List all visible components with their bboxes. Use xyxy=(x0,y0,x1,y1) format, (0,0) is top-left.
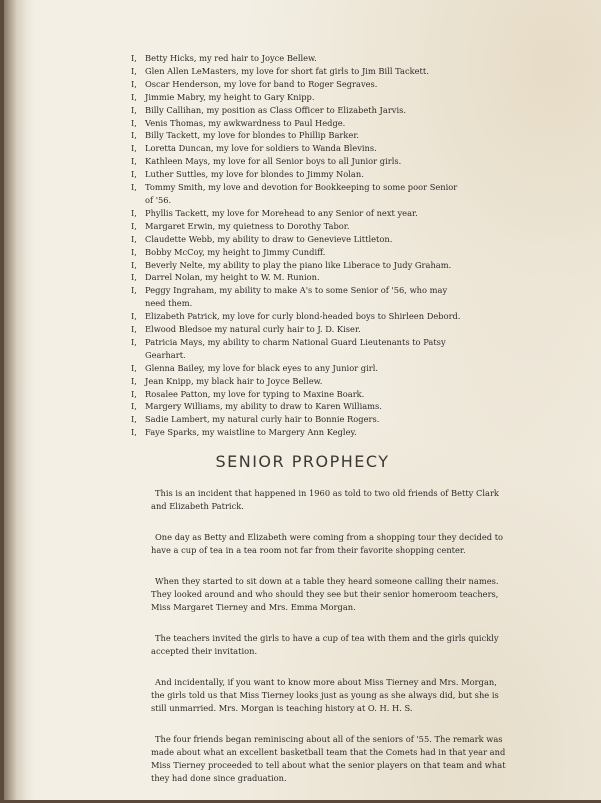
bequest-item xyxy=(131,310,571,323)
bequest-mark: I, xyxy=(131,130,137,141)
section-title: SENIOR PROPHECY xyxy=(215,452,390,471)
bequest-line: Billy Tackett, my love for blondes to Phillip Barker. xyxy=(145,130,360,141)
bequest-item xyxy=(131,52,571,65)
bequest-mark: I, xyxy=(131,336,137,347)
bequest-mark: I, xyxy=(131,91,137,102)
bequest-item xyxy=(131,426,571,439)
bequest-mark: I, xyxy=(131,272,137,283)
bequest-mark: I, xyxy=(131,143,137,154)
bequest-line: Phyllis Tackett, my love for Morehead to any Senior of next year. xyxy=(145,207,418,218)
bequest-line: Jean Knipp, my black hair to Joyce Bellew. xyxy=(145,375,323,386)
bequest-mark: I, xyxy=(131,324,137,335)
bequest-mark: I, xyxy=(131,117,137,128)
bequest-line: Elwood Bledsoe my natural curly hair to J. D. Kiser. xyxy=(145,324,361,335)
bequest-mark: I, xyxy=(131,233,137,244)
bequest-mark: I, xyxy=(131,65,137,76)
bequest-item xyxy=(131,220,571,233)
bequest-line: Glenna Bailey, my love for black eyes to any Junior girl. xyxy=(145,362,379,373)
bequest-item xyxy=(131,129,571,142)
prophecy-paragraph: This is an incident that happened in 1960 as told to two old friends of Betty Clark and Elizabeth Patrick. xyxy=(151,488,499,511)
bequest-line: Elizabeth Patrick, my love for curly blond-headed boys to Shirleen Debord. xyxy=(145,311,461,322)
bequest-mark: I, xyxy=(131,388,137,399)
bequest-line: of '56. xyxy=(145,194,172,205)
prophecy-paragraph: When they started to sit down at a table they heard someone calling their names. They looked around and who should they see but their senior homeroom teachers, Miss Margaret Tierney and Mrs. Emma Morgan. xyxy=(151,576,499,612)
bequest-item xyxy=(131,104,571,117)
bequest-line: Oscar Henderson, my love for band to Roger Segraves. xyxy=(145,78,378,89)
bequest-line: Darrel Nolan, my height to W. M. Runion. xyxy=(145,272,320,283)
bequest-line: Glen Allen LeMasters, my love for short fat girls to Jim Bill Tackett. xyxy=(145,65,429,76)
bequest-mark: I, xyxy=(131,78,137,89)
bequest-line: Margery Williams, my ability to draw to Karen Williams. xyxy=(145,401,382,412)
bequest-line: Patricia Mays, my ability to charm National Guard Lieutenants to Patsy xyxy=(145,336,446,347)
bequest-line: Faye Sparks, my waistline to Margery Ann Kegley. xyxy=(145,427,357,438)
bequest-mark: I, xyxy=(131,414,137,425)
bequest-mark: I, xyxy=(131,156,137,167)
bequest-line: Luther Suttles, my love for blondes to Jimmy Nolan. xyxy=(145,169,364,180)
bequest-mark: I, xyxy=(131,169,137,180)
bequest-item xyxy=(131,375,571,388)
bequest-item xyxy=(131,400,571,413)
bequest-item xyxy=(131,91,571,104)
bequest-mark: I, xyxy=(131,375,137,386)
bequest-item xyxy=(131,168,571,181)
bequest-item xyxy=(131,142,571,155)
bequest-mark: I, xyxy=(131,285,137,296)
bequest-list xyxy=(131,52,571,439)
bequest-mark: I, xyxy=(131,182,137,193)
bequest-item xyxy=(131,388,571,401)
bequest-mark: I, xyxy=(131,246,137,257)
bequest-item xyxy=(131,65,571,78)
bequest-item xyxy=(131,259,571,272)
bequest-line: Peggy Ingraham, my ability to make A's to some Senior of '56, who may xyxy=(145,285,448,296)
prophecy-paragraph: One day as Betty and Elizabeth were coming from a shopping tour they decided to have a cup of tea in a tea room not far from their favorite shopping center. xyxy=(151,532,504,555)
bequest-line: Sadie Lambert, my natural curly hair to Bonnie Rogers. xyxy=(145,414,380,425)
bequest-item xyxy=(131,336,571,362)
bequest-line: Bobby McCoy, my height to Jimmy Cundiff. xyxy=(145,246,326,257)
bequest-line: Kathleen Mays, my love for all Senior boys to all Junior girls. xyxy=(145,156,402,167)
prophecy-paragraph: The teachers invited the girls to have a cup of tea with them and the girls quickly accepted their invitation. xyxy=(151,633,499,656)
bequest-line: Margaret Erwin, my quietness to Dorothy Tabor. xyxy=(145,220,350,231)
bequest-item xyxy=(131,233,571,246)
bequest-mark: I, xyxy=(131,362,137,373)
bequest-line: Venis Thomas, my awkwardness to Paul Hedge. xyxy=(145,117,346,128)
bequest-line: Beverly Nelte, my ability to play the piano like Liberace to Judy Graham. xyxy=(145,259,452,270)
bequest-line: Jimmie Mabry, my height to Gary Knipp. xyxy=(145,91,315,102)
bequest-mark: I, xyxy=(131,104,137,115)
bequest-line: Betty Hicks, my red hair to Joyce Bellew. xyxy=(145,53,317,63)
bequest-line: Gearhart. xyxy=(145,349,186,360)
bequest-item xyxy=(131,207,571,220)
bequest-line: Rosalee Patton, my love for typing to Maxine Boark. xyxy=(145,388,365,399)
bequest-line: Loretta Duncan, my love for soldiers to Wanda Blevins. xyxy=(145,143,377,154)
bequest-mark: I, xyxy=(131,401,137,412)
bequest-item xyxy=(131,413,571,426)
bequest-line: need them. xyxy=(145,298,193,309)
bequest-item xyxy=(131,271,571,284)
prophecy-paragraph: And incidentally, if you want to know more about Miss Tierney and Mrs. Morgan, the girls told us that Miss Tierney looks just as young as she always did, but she is still unmarried. Mrs. Morgan is teaching history at O. H. H. S. xyxy=(151,677,499,713)
bequest-item xyxy=(131,284,571,310)
bequest-item xyxy=(131,362,571,375)
bequest-mark: I, xyxy=(131,259,137,270)
bequest-item xyxy=(131,155,571,168)
bequest-line: Billy Callihan, my position as Class Officer to Elizabeth Jarvis. xyxy=(145,104,407,115)
bequest-mark: I, xyxy=(131,53,137,63)
bequest-mark: I, xyxy=(131,427,137,438)
bequest-item xyxy=(131,181,571,207)
bequest-item xyxy=(131,117,571,130)
bequest-mark: I, xyxy=(131,311,137,322)
document-page xyxy=(4,0,601,800)
prophecy-paragraph: The four friends began reminiscing about all of the seniors of '55. The remark was made about what an excellent basketball team that the Comets had in that year and Miss Tierney proceeded to tell about what the senior players on that team and what they had done since graduation. xyxy=(151,734,506,783)
bequest-line: Tommy Smith, my love and devotion for Bookkeeping to some poor Senior xyxy=(145,182,458,193)
bequest-line: Claudette Webb, my ability to draw to Genevieve Littleton. xyxy=(145,233,393,244)
bequest-item xyxy=(131,323,571,336)
page-binding-shadow xyxy=(4,0,26,800)
bequest-mark: I, xyxy=(131,220,137,231)
bequest-mark: I, xyxy=(131,207,137,218)
bequest-item xyxy=(131,78,571,91)
bequest-item xyxy=(131,246,571,259)
prophecy-text xyxy=(151,487,507,803)
